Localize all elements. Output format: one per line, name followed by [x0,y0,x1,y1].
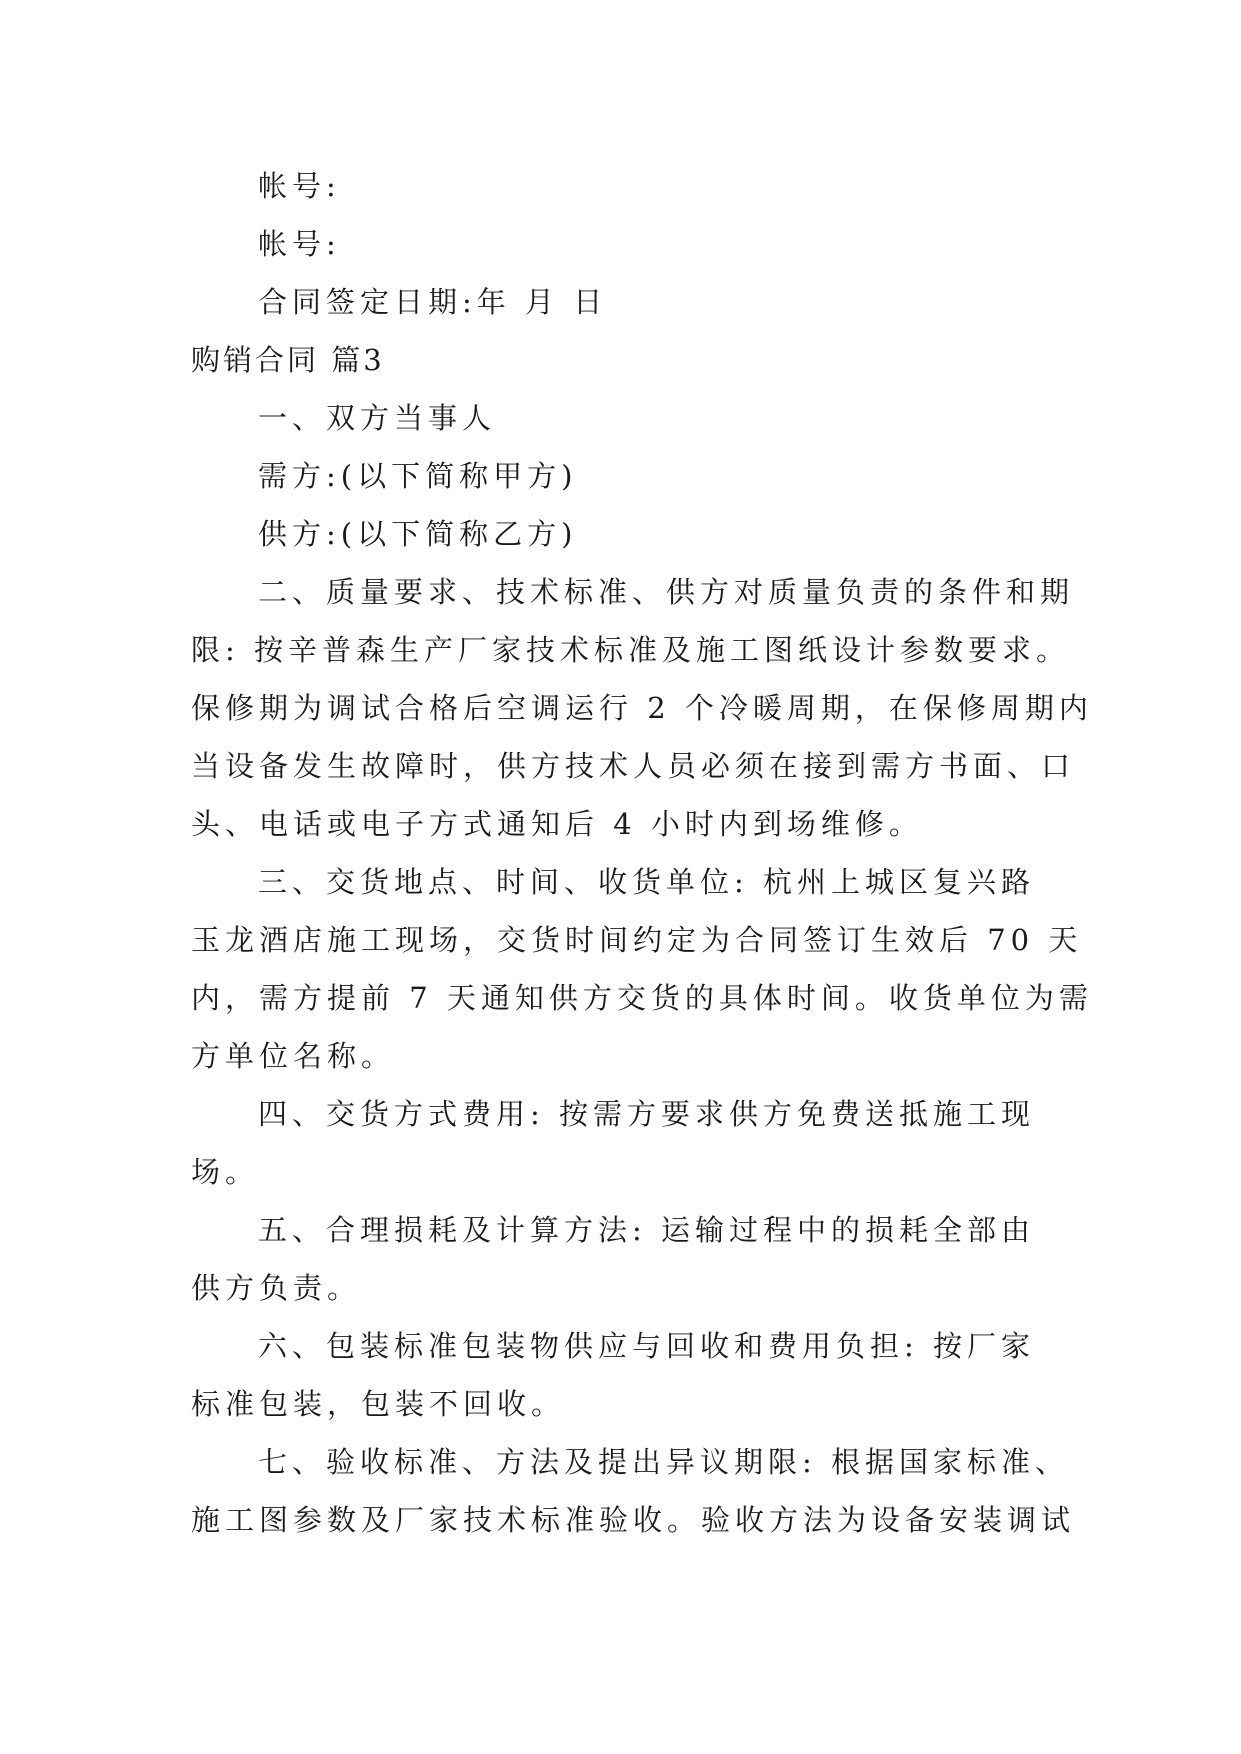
section-2-line-3: 保修期为调试合格后空调运行 2 个冷暖周期，在保修周期内 [191,691,1093,725]
section-5-line-1: 五、合理损耗及计算方法: 运输过程中的损耗全部由 [258,1213,1035,1247]
signing-date-line: 合同签定日期:年 月 日 [258,285,608,319]
section-3-line-1: 三、交货地点、时间、收货单位: 杭州上城区复兴路 [258,865,1035,899]
section-2-line-4: 当设备发生故障时，供方技术人员必须在接到需方书面、口 [191,749,1076,783]
buyer-line: 需方:(以下简称甲方) [258,459,578,493]
section-5-line-2: 供方负责。 [191,1271,362,1305]
section-7-line-1: 七、验收标准、方法及提出异议期限: 根据国家标准、 [258,1445,1069,1479]
account-line-2: 帐号: [258,227,341,261]
account-line-1: 帐号: [258,169,341,203]
section-4-line-1: 四、交货方式费用: 按需方要求供方免费送抵施工现 [258,1097,1035,1131]
section-7-line-2: 施工图参数及厂家技术标准验收。验收方法为设备安装调试 [191,1503,1076,1537]
section-3-line-2: 玉龙酒店施工现场，交货时间约定为合同签订生效后 70 天 [191,923,1083,957]
section-2-line-1: 二、质量要求、技术标准、供方对质量负责的条件和期 [258,575,1075,609]
section-4-line-2: 场。 [191,1155,260,1189]
section-2-line-5: 头、电话或电子方式通知后 4 小时内到场维修。 [191,807,923,841]
contract-heading: 购销合同 篇3 [191,343,385,377]
section-3-line-3: 内，需方提前 7 天通知供方交货的具体时间。收货单位为需 [191,981,1093,1015]
section-6-line-2: 标准包装，包装不回收。 [191,1387,566,1421]
section-6-line-1: 六、包装标准包装物供应与回收和费用负担: 按厂家 [258,1329,1035,1363]
supplier-line: 供方:(以下简称乙方) [258,517,578,551]
section-2-line-2: 限: 按辛普森生产厂家技术标准及施工图纸设计参数要求。 [191,633,1070,667]
section-1-heading: 一、双方当事人 [258,401,497,435]
section-3-line-4: 方单位名称。 [191,1039,396,1073]
